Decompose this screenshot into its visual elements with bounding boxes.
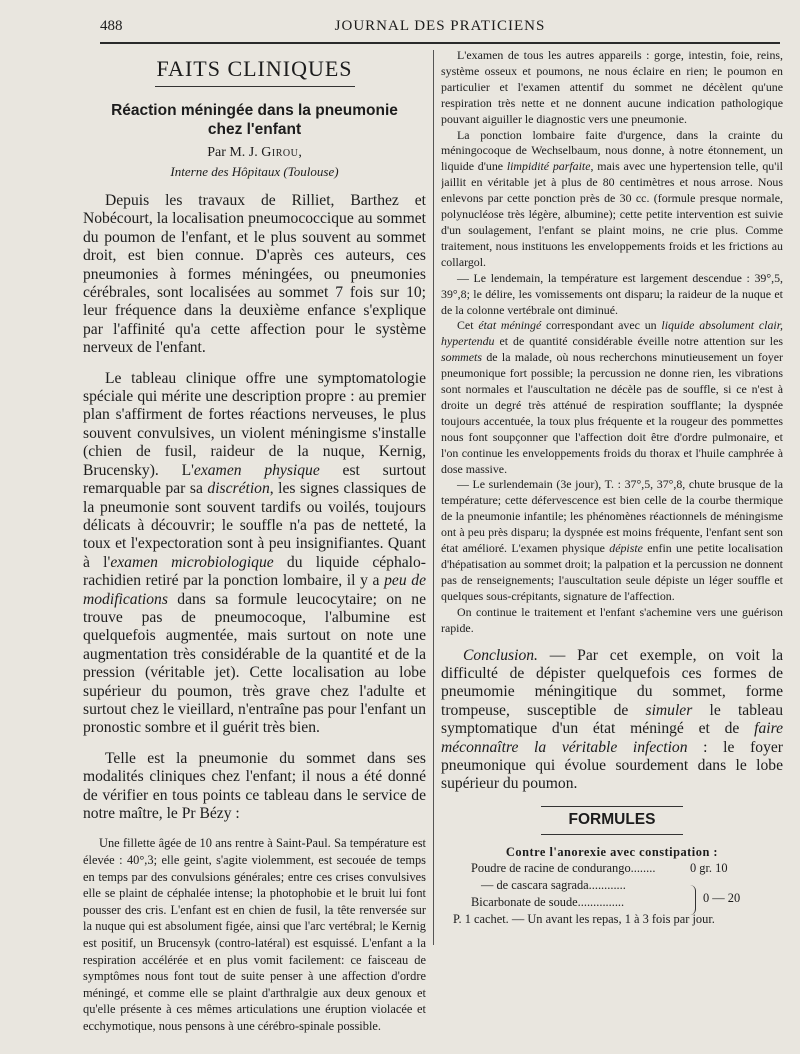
ingredient-name: Bicarbonate de soude...............: [471, 894, 625, 909]
byline-suffix: ,: [298, 145, 302, 160]
formula-block: [441, 845, 783, 928]
article-title-line-2: chez l'enfant: [207, 121, 302, 138]
paragraph-case-intro: Telle est la pneumonie du sommet dans ses modalités cliniques chez l'enfant; il nous a été donné de vérifier en tous points ce tableau dans le service de notre maître, le Pr Bézy :: [83, 749, 426, 822]
author-name: Girou: [261, 145, 299, 160]
paragraph-recovery: On continue le traitement et l'enfant s'achemine vers une guérison rapide.: [441, 604, 783, 635]
ingredient-quantity: 0 gr. 10: [690, 860, 728, 875]
case-report-continued: [441, 48, 783, 637]
paragraph-meningeal-state: Cet état méningé correspondant avec un liquide absolument clair, hypertendu et de quantité considérable éveille notre attention sur les sommets de la malade, où nous recherchons minutieusement un foyer pneumonique fort possible; la percussion ne donne rien, les vibrations sont normales et l'auscultation ne décèle pas de souffle, si ce n'est à droite un degré très atténué de respiration soufflante; la dyspnée toujours accentuée, la toux plus fréquente et la rougeur des pommettes nous font soupçonner que l'affection doit être d'ordre pulmonaire, et l'on continue les enveloppements froids du thorax et l'huile camphrée à dose massive.: [441, 318, 783, 476]
formulas-heading: FORMULES: [541, 806, 683, 835]
author-affiliation: Interne des Hôpitaux (Toulouse): [170, 164, 339, 179]
paragraph-clinical-picture: Le tableau clinique offre une symptomatologie spéciale qui mérite une description propre : au premier plan s'affirment de fortes réactions nerveuses, le plus souvent convulsives, un violent méningisme s'installe (chien de fusil, raideur de la nuque, Kernig, Brucensky). L'examen physique est surtout remarquable par sa discrétion, les signes classiques de la pneumonie sont souvent tardifs ou voilés, toujours délicats à découvrir; le souffle n'a pas de netteté, la toux et l'expectoration sont à peu insignifiantes. Quant à l'examen microbiologique du liquide céphalo-rachidien retiré par la ponction lombaire, il y a peu de modifications dans sa formule leucocytaire; on ne trouve pas de pneumocoque, l'albumine est quelquefois augmentée, mais surtout on note une augmentation très considérable de la quantité et de la pression (véritable jet). Cette localisation au lobe supérieur du poumon, très grave chez l'adulte et surtout chez le vieillard, n'entraîne pas pour l'enfant un pronostic sombre et il guérit très bien.: [83, 369, 426, 737]
formula-subheading: Contre l'anorexie avec constipation :: [505, 844, 719, 859]
usage-instructions: P. 1 cachet. — Un avant les repas, 1 à 3 fois par jour.: [453, 911, 715, 926]
formula-row: [441, 860, 783, 877]
conclusion: [441, 647, 783, 794]
byline-prefix: Par M. J.: [207, 145, 258, 160]
article-title: [93, 101, 416, 139]
paragraph-next-day: — Le lendemain, la température est largement descendue : 39°,5, 39°,8; le délire, les vomissements ont disparu; la raideur de la nuque et de la colonne vertébrale ont diminué.: [441, 270, 783, 317]
article-title-line-1: Réaction méningée dans la pneumonie: [111, 102, 398, 119]
case-report: [83, 835, 426, 1034]
ingredient-name: Poudre de racine de condurango........: [471, 860, 656, 875]
byline: [83, 145, 426, 161]
formula-usage: [441, 911, 783, 928]
paragraph-other-exams: L'examen de tous les autres appareils : gorge, intestin, foie, reins, système osseux et poumons, ne nous éclaire en rien; le poumon en particulier et l'examen attentif du sommet ne décèlent qu'une respiration très nette et ne donnent aucune indication pathologique pouvant aiguiller le diagnostic vers une pneumonie.: [441, 48, 783, 126]
left-column: [83, 48, 426, 1048]
section-title: FAITS CLINIQUES: [155, 56, 355, 87]
paragraph-third-day: — Le surlendemain (3e jour), T. : 37°,5, 37°,8, chute brusque de la température; cette défervescence est bien celle de la courbe thermique de la pneumonie infantile; les phénomènes réactionnels de méningisme ont à peu près disparu; la dyspnée est moins fréquente, l'enfant sent son état amélioré. L'examen physique dépiste enfin une petite localisation d'hépatisation au sommet droit; la palpation et la percussion ne donnent pas de renseignements; l'auscultation seule dépiste un léger souffle et quelques sous-crépitants, signature de l'affection.: [441, 477, 783, 603]
page-number: 488: [100, 18, 123, 34]
article-body-left: [83, 192, 426, 823]
right-column: [441, 48, 783, 1048]
journal-title: JOURNAL DES PRATICIENS: [334, 18, 546, 34]
column-divider: [433, 50, 434, 945]
formula-ingredients: [441, 860, 783, 928]
paragraph-intro: Depuis les travaux de Rilliet, Barthez et Nobécourt, la localisation pneumococcique au sommet du poumon de l'enfant, et le plus souvent au sommet droit, est bien connue. D'après ces auteurs, ces pneumonies à formes méningées, ou pneumonies cérébrales, sont localisées au sommet 7 fois sur 10; leur fréquence dans la deuxième enfance s'explique par l'affinité qu'a cette affection pour le système nerveux de l'enfant.: [83, 192, 426, 357]
ingredient-quantity-shared: 0 — 20: [703, 890, 741, 905]
case-paragraph: Une fillette âgée de 10 ans rentre à Saint-Paul. Sa température est élevée : 40°,3; elle geint, s'agite violemment, est secouée de temps en temps par des convulsions générales; entre ces crises convulsives elle se plaint de céphalée intense; la photophobie et le bruit lui font pousser des cris. L'enfant est en chien de fusil, la tête renversée sur la nuque qui est absolument figée, ainsi que l'arc vertébral; le Kernig est positif, un Brucensyk (contro-latéral) est esquissé. L'enfant a la respiration accélérée et en plus vomit facilement: ce faisceau de symptômes nous font tout de suite penser à une affection d'ordre méningé, et comme elle se plaint d'arthralgie aux deux genoux et qu'elle présente à ces mêmes articulations une éruption violacée et ecchymotique, nous pensons à une cérébro-spinale possible.: [83, 836, 426, 1033]
paragraph-lumbar-puncture: La ponction lombaire faite d'urgence, dans la crainte du méningocoque de Wechselbaum, nous donne, à notre étonnement, un liquide d'une limpidité parfaite, mais avec une hypertension telle, qu'il jaillit en véritable jet à plus de 80 centimètres et nous arrose. Nous enlevons par cette ponction près de 30 cc. (formule presque normale, polynucléose très légère, albumine); cette petite intervention est suivie d'un soulagement, l'enfant se plaint moins, ne crie plus. Comme traitement, nous instituons les enveloppements froids et les frictions au collargol.: [441, 127, 783, 269]
paragraph-conclusion: Conclusion. — Par cet exemple, on voit la difficulté de dépister quelquefois ces formes de pneumomie méningitique du sommet, forme trompeuse, susceptible de simuler le tableau symptomatique d'un état méningé et de faire méconnaître la véritable infection : le foyer pneumonique qui évolue sourdement dans le lobe supérieur du poumon.: [441, 646, 783, 793]
header-rule: [100, 42, 780, 44]
ingredient-name: — de cascara sagrada............: [481, 877, 626, 892]
running-header: [100, 14, 780, 40]
